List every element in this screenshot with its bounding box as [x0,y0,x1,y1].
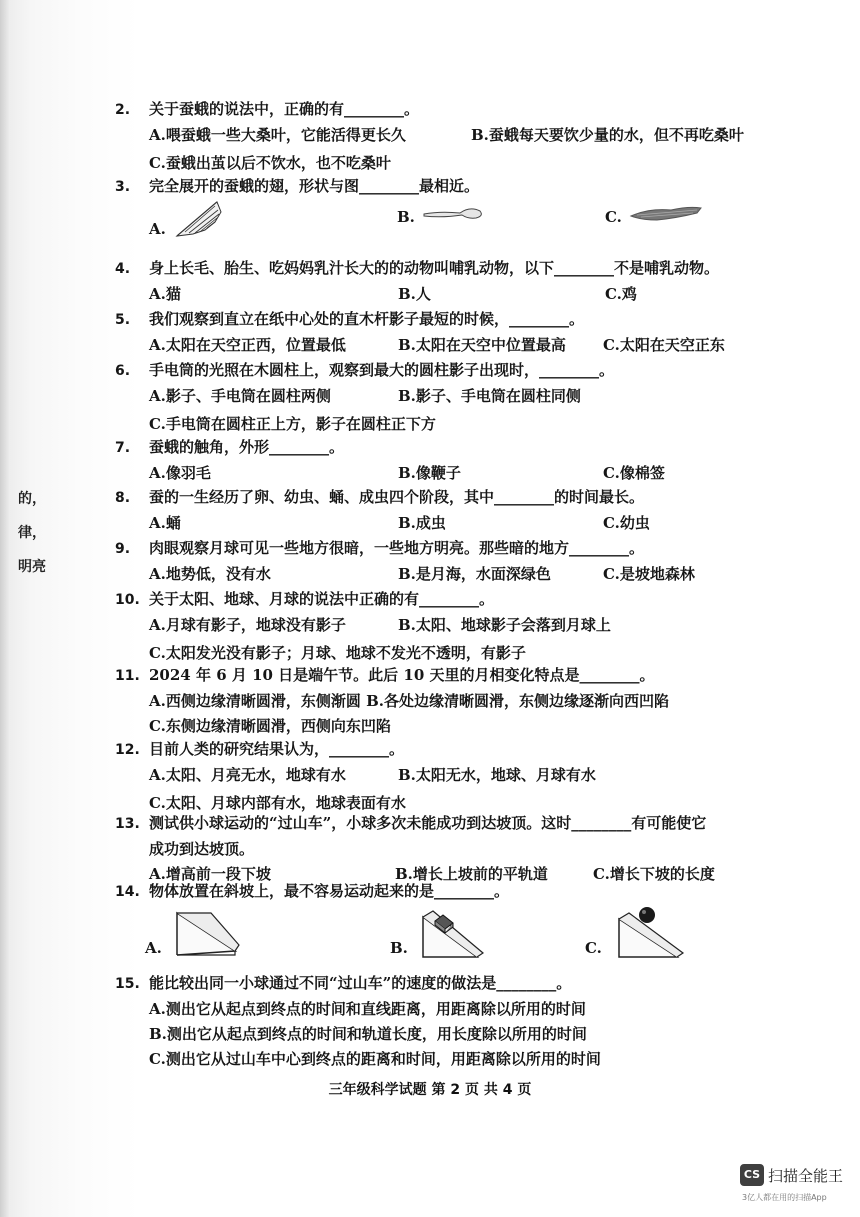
figure-option-a [145,903,241,959]
question-stem: 测试供小球运动的“过山车”，小球多次未能成功到达坡顶。这时________有可能使它 [149,814,707,832]
option-b: B.影子、手电筒在圆柱同侧 [398,387,581,405]
option-b: B.增长上坡前的平轨道 [395,865,548,883]
watermark-tagline: 3亿人都在用的扫描App [742,1193,827,1202]
option-c: C.增长下坡的长度 [593,865,715,883]
option-c: C.手电筒在圆柱正上方，影子在圆柱正下方 [149,415,436,433]
option-c: C.太阳发光没有影子；月球、地球不发光不透明，有影子 [149,644,526,662]
question-stem: 身上长毛、胎生、吃妈妈乳汁长大的的动物叫哺乳动物，以下________不是哺乳动物。 [149,259,720,277]
question-stem: 完全展开的蚕蛾的翅，形状与图________最相近。 [149,177,480,195]
question-stem: 我们观察到直立在纸中心处的直木杆影子最短的时候，________。 [149,310,585,328]
option-b: B.太阳、地球影子会落到月球上 [398,616,611,634]
question-5 [115,308,795,359]
figure-option-a [149,198,225,240]
question-7 [115,436,795,487]
page-footer: 三年级科学试题 第 2 页 共 4 页 [328,1082,532,1098]
question-number: 4. [115,261,131,277]
fuzzy-wing-icon [627,198,703,228]
option-a: A.太阳在天空正西，位置最低 [149,336,346,354]
option-b: B.成虫 [398,514,446,532]
question-number: 3. [115,179,131,195]
narrow-lobed-wing-icon [420,198,486,228]
margin-fragment: 明亮 [18,559,46,575]
question-number: 12. [115,742,140,758]
figure-option-c [605,198,703,228]
question-number: 13. [115,816,140,832]
option-b: B.太阳无水，地球、月球有水 [398,766,596,784]
feather-wing-icon [171,198,225,240]
option-a: A.猫 [149,285,181,303]
question-stem: 关于蚕蛾的说法中，正确的有________。 [149,100,420,118]
option-c: C.幼虫 [603,514,650,532]
question-number: 9. [115,541,131,557]
figure-label: C. [605,208,622,226]
option-b: B.太阳在天空中位置最高 [398,336,566,354]
option-c: C.是坡地森林 [603,565,695,583]
option-c: C.蚕蛾出茧以后不饮水，也不吃桑叶 [149,154,391,172]
question-stem: 肉眼观察月球可见一些地方很暗，一些地方明亮。那些暗的地方________。 [149,539,645,557]
option-b: B.像鞭子 [398,464,461,482]
figure-option-b [397,198,486,228]
question-stem: 2024 年 6 月 10 日是端午节。此后 10 天里的月相变化特点是________。 [149,666,655,684]
question-stem: 关于太阳、地球、月球的说法中正确的有________。 [149,590,495,608]
option-b: B.是月海，水面深绿色 [398,565,551,583]
figure-option-b [390,903,487,959]
ball-on-ramp-icon [607,903,687,959]
question-6 [115,359,795,435]
question-stem: 蚕的一生经历了卵、幼虫、蛹、成虫四个阶段，其中________的时间最长。 [149,488,645,506]
figure-label: A. [145,939,162,957]
question-number: 2. [115,102,131,118]
question-12 [115,738,795,814]
option-a: A.月球有影子，地球没有影子 [149,616,346,634]
question-number: 10. [115,592,140,608]
figure-label: B. [397,208,415,226]
option-c: C.太阳在天空正东 [603,336,725,354]
option-a: A.增高前一段下坡 [149,865,271,883]
option-a: A.测出它从起点到终点的时间和直线距离，用距离除以所用的时间 [149,1000,586,1018]
question-13 [115,812,795,888]
option-c: C.东侧边缘清晰圆滑，西侧向东凹陷 [149,717,391,735]
question-number: 11. [115,668,140,684]
question-stem: 物体放置在斜坡上，最不容易运动起来的是________。 [149,882,510,900]
question-number: 8. [115,490,131,506]
option-a-b: A.西侧边缘清晰圆滑，东侧渐圆 B.各处边缘清晰圆滑，东侧边缘逐渐向西凹陷 [149,692,669,710]
camscanner-logo-icon: CS [740,1164,764,1186]
option-a: A.影子、手电筒在圆柱两侧 [149,387,331,405]
margin-fragment: 的， [18,491,46,507]
option-c: C.鸡 [605,285,637,303]
figure-label: A. [149,220,166,238]
question-number: 14. [115,884,140,900]
option-c: C.测出它从过山车中心到终点的距离和时间，用距离除以所用的时间 [149,1050,601,1068]
option-a: A.喂蚕蛾一些大桑叶，它能活得更长久 [149,126,406,144]
question-stem: 手电筒的光照在木圆柱上，观察到最大的圆柱影子出现时，________。 [149,361,615,379]
question-stem: 能比较出同一小球通过不同“过山车”的速度的做法是________。 [149,974,572,992]
question-14 [115,880,795,965]
option-b: B.蚕蛾每天要饮少量的水，但不再吃桑叶 [471,126,744,144]
question-stem: 蚕蛾的触角，外形________。 [149,438,345,456]
margin-fragment: 律， [18,525,46,541]
question-11 [115,664,795,737]
option-a: A.地势低，没有水 [149,565,271,583]
option-a: A.蛹 [149,514,181,532]
question-8 [115,486,795,537]
question-number: 6. [115,363,131,379]
watermark-app-name: 扫描全能王 [768,1167,844,1185]
option-b: B.人 [398,285,431,303]
option-a: A.太阳、月亮无水，地球有水 [149,766,346,784]
question-10 [115,588,795,664]
question-stem: 目前人类的研究结果认为，________。 [149,740,405,758]
question-number: 7. [115,440,131,456]
question-15 [115,972,795,1070]
question-9 [115,537,795,588]
question-number: 15. [115,976,140,992]
question-stem-continued: 成功到达坡顶。 [149,840,255,858]
option-c: C.太阳、月球内部有水，地球表面有水 [149,794,406,812]
question-number: 5. [115,312,131,328]
figure-label: B. [390,939,408,957]
figure-option-c [585,903,687,959]
flat-sheet-on-ramp-icon [167,903,241,959]
question-3 [115,175,795,244]
block-on-ramp-icon [413,903,487,959]
question-4 [115,257,795,308]
option-b: B.测出它从起点到终点的时间和轨道长度，用长度除以所用的时间 [149,1025,587,1043]
option-c: C.像棉签 [603,464,665,482]
option-a: A.像羽毛 [149,464,211,482]
question-2 [115,98,795,174]
figure-label: C. [585,939,602,957]
